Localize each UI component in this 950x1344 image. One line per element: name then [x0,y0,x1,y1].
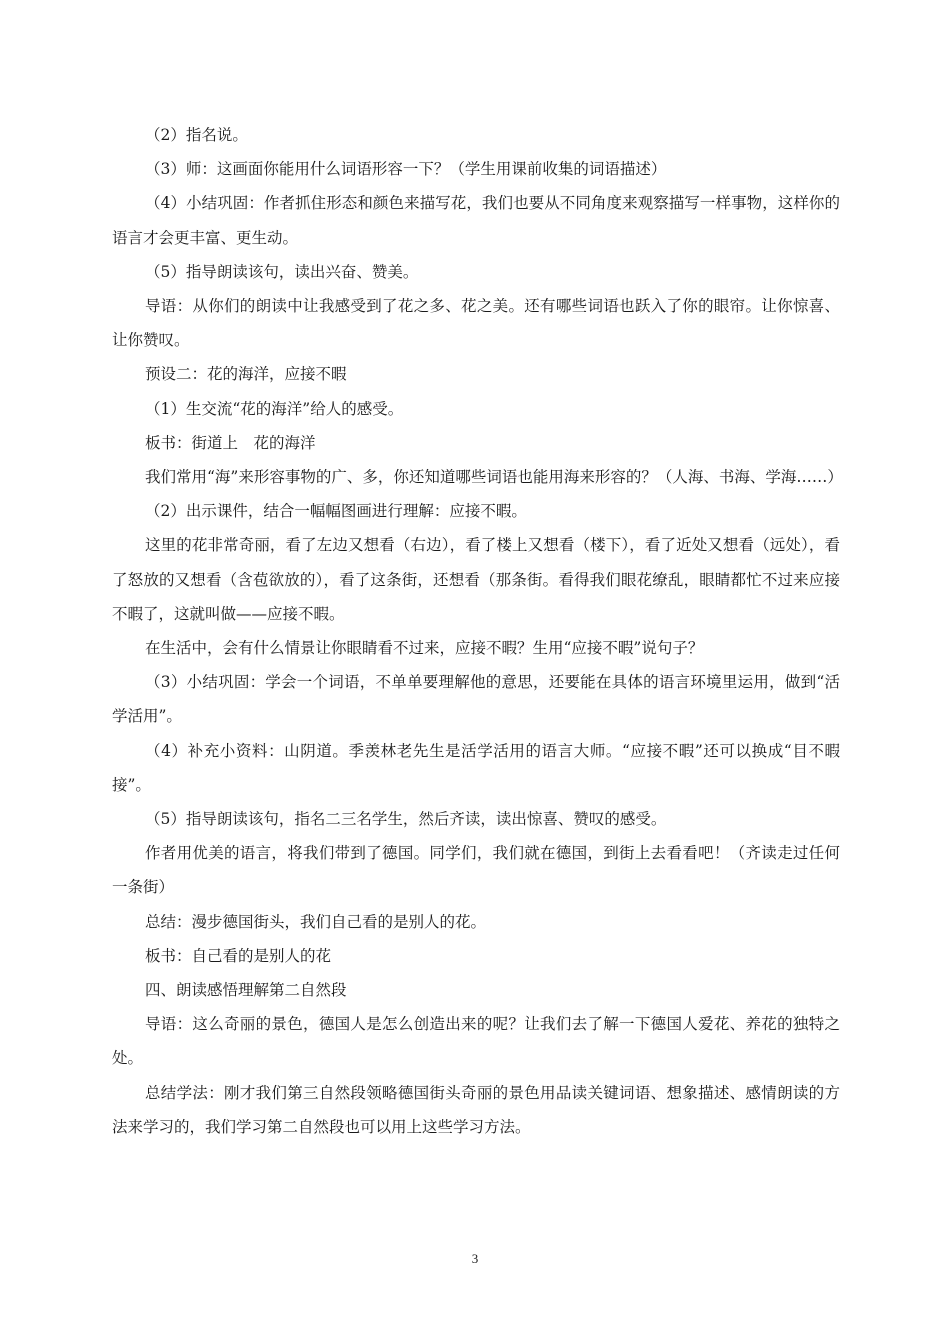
paragraph-14: （4）补充小资料：山阴道。季羡林老先生是活学活用的语言大师。“应接不暇”还可以换成“目不暇接”。 [112,741,840,794]
paragraph-15: （5）指导朗读该句，指名二三名学生，然后齐读，读出惊喜、赞叹的感受。 [145,810,667,829]
paragraph-5: 导语：从你们的朗读中让我感受到了花之多、花之美。还有哪些词语也跃入了你的眼帘。让你惊喜、让你赞叹。 [112,297,840,350]
paragraph-13: （3）小结巩固：学会一个词语，不单单要理解他的意思，还要能在具体的语言环境里运用，做到“活学活用”。 [112,673,840,726]
paragraph-8: 板书：街道上 花的海洋 [145,433,316,452]
paragraph-12: 在生活中，会有什么情景让你眼睛看不过来，应接不暇？生用“应接不暇”说句子？ [145,639,704,658]
paragraph-18: 板书：自己看的是别人的花 [145,946,332,965]
paragraph-20: 导语：这么奇丽的景色，德国人是怎么创造出来的呢？让我们去了解一下德国人爱花、养花的独特之处。 [112,1015,840,1068]
paragraph-7: （1）生交流“花的海洋”给人的感受。 [145,399,404,418]
document-body [112,118,843,1144]
paragraph-10: （2）出示课件，结合一幅幅图画进行理解：应接不暇。 [145,502,527,521]
paragraph-6: 预设二：花的海洋，应接不暇 [145,365,347,384]
paragraph-11: 这里的花非常奇丽，看了左边又想看（右边），看了楼上又想看（楼下），看了近处又想看（远处），看了怒放的又想看（含苞欲放的），看了这条街，还想看（那条街。看得我们眼花缭乱，眼睛都忙不过来应接不暇了，这就叫做——应接不暇。 [112,536,840,623]
paragraph-19: 四、朗读感悟理解第二自然段 [145,981,347,1000]
paragraph-9: 我们常用“海”来形容事物的广、多，你还知道哪些词语也能用海来形容的？（人海、书海、学海……） [145,468,843,487]
paragraph-21: 总结学法：刚才我们第三自然段领略德国街头奇丽的景色用品读关键词语、想象描述、感情朗读的方法来学习的，我们学习第二自然段也可以用上这些学习方法。 [112,1083,840,1136]
paragraph-3: （4）小结巩固：作者抓住形态和颜色来描写花，我们也要从不同角度来观察描写一样事物，这样你的语言才会更丰富、更生动。 [112,194,840,247]
paragraph-2: （3）师：这画面你能用什么词语形容一下？（学生用课前收集的词语描述） [145,160,667,179]
paragraph-17: 总结：漫步德国街头，我们自己看的是别人的花。 [145,912,487,931]
paragraph-4: （5）指导朗读该句，读出兴奋、赞美。 [145,262,419,281]
page-number: 3 [471,1251,479,1266]
paragraph-1: （2）指名说。 [145,126,248,144]
paragraph-16: 作者用优美的语言，将我们带到了德国。同学们，我们就在德国，到街上去看看吧！（齐读走过任何一条街） [112,844,840,897]
